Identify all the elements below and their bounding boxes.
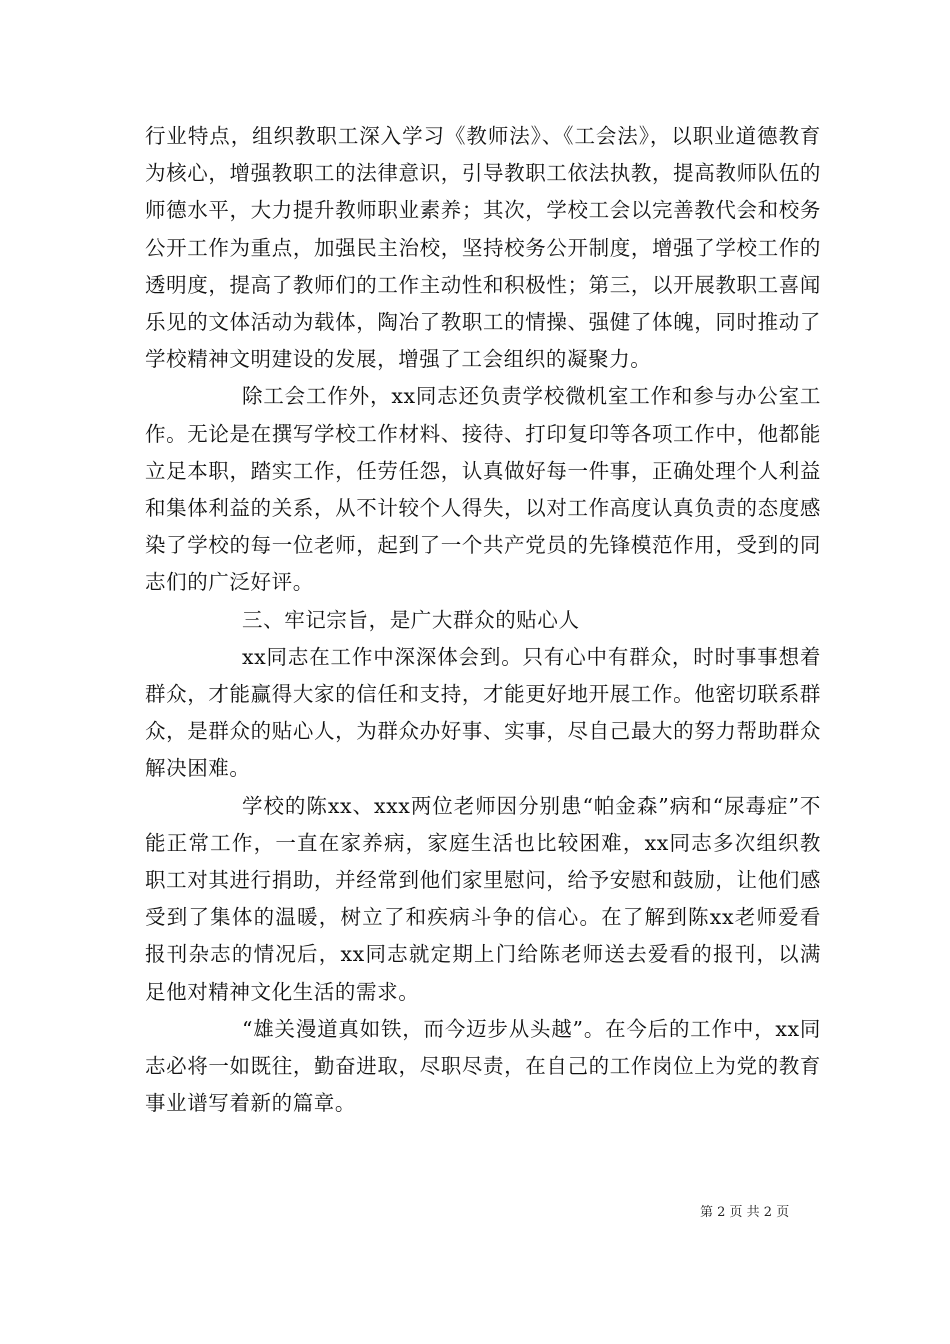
- paragraph-union-work-continued: 行业特点，组织教职工深入学习《教师法》、《工会法》，以职业道德教育为核心，增强教职工的法律意识，引导教职工依法执教，提高教师队伍的师德水平，大力提升教师职业素养；其次，学校工会以完善教代会和校务公开工作为重点，加强民主治校，坚持校务公开制度，增强了学校工作的透明度，提高了教师们的工作主动性和积极性；第三，以开展教职工喜闻乐见的文体活动为载体，陶冶了教职工的情操、强健了体魄，同时推动了学校精神文明建设的发展，增强了工会组织的凝聚力。: [145, 124, 821, 372]
- section-heading-three: 三、牢记宗旨，是广大群众的贴心人: [242, 607, 580, 632]
- page-number-footer: 第 2 页 共 2 页: [700, 1205, 790, 1220]
- paragraph-serve-masses: xx同志在工作中深深体会到。只有心中有群众，时时事事想着群众，才能赢得大家的信任和支持，才能更好地开展工作。他密切联系群众，是群众的贴心人，为群众办好事、实事，尽自己最大的努力帮助群众解决困难。: [145, 644, 821, 781]
- paragraph-help-teachers: 学校的陈xx、xxx两位老师因分别患“帕金森”病和“尿毒症”不能正常工作，一直在家养病，家庭生活也比较困难，xx同志多次组织教职工对其进行捐助，并经常到他们家里慰问，给予安慰和鼓励，让他们感受到了集体的温暖，树立了和疾病斗争的信心。在了解到陈xx老师爱看报刊杂志的情况后，xx同志就定期上门给陈老师送去爱看的报刊，以满足他对精神文化生活的需求。: [145, 793, 821, 1004]
- document-body: [145, 118, 821, 1122]
- paragraph-office-work: 除工会工作外，xx同志还负责学校微机室工作和参与办公室工作。无论是在撰写学校工作材料、接待、打印复印等各项工作中，他都能立足本职，踏实工作，任劳任怨，认真做好每一件事，正确处理个人利益和集体利益的关系，从不计较个人得失，以对工作高度认真负责的态度感染了学校的每一位老师，起到了一个共产党员的先锋模范作用，受到的同志们的广泛好评。: [145, 384, 821, 595]
- paragraph-closing: “雄关漫道真如铁，而今迈步从头越”。在今后的工作中，xx同志必将一如既往，勤奋进取，尽职尽责，在自己的工作岗位上为党的教育事业谱写着新的篇章。: [145, 1016, 821, 1116]
